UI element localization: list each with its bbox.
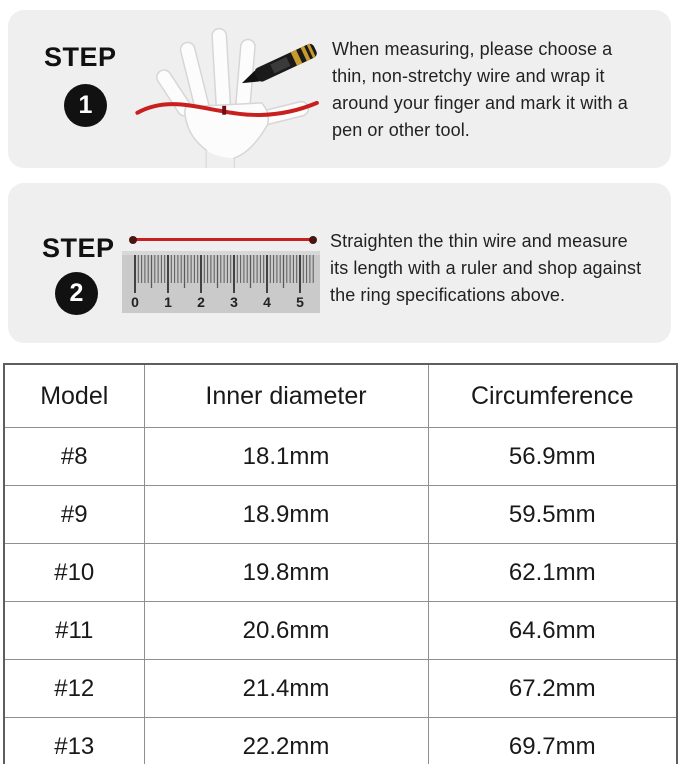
step-1-card bbox=[8, 10, 671, 168]
ruler-illustration bbox=[122, 251, 320, 313]
circumference-cell: 67.2mm bbox=[428, 660, 677, 718]
table-row bbox=[4, 428, 677, 486]
step-2-card bbox=[8, 183, 671, 343]
model-cell: #13 bbox=[4, 718, 144, 764]
ruler-number: 0 bbox=[131, 294, 139, 310]
straightened-wire-line bbox=[130, 238, 316, 241]
circumference-cell: 56.9mm bbox=[428, 428, 677, 486]
ruler-number: 2 bbox=[197, 294, 205, 310]
step-2-badge: 2 bbox=[55, 272, 98, 315]
ring-size-table bbox=[3, 363, 678, 764]
table-row bbox=[4, 544, 677, 602]
diameter-cell: 18.9mm bbox=[144, 486, 428, 544]
ruler-number: 1 bbox=[164, 294, 172, 310]
hand-with-wire-illustration bbox=[130, 20, 345, 168]
ruler-top-edge bbox=[122, 251, 320, 255]
model-cell: #9 bbox=[4, 486, 144, 544]
column-header-model: Model bbox=[4, 364, 144, 428]
table-row bbox=[4, 718, 677, 764]
table-header-row bbox=[4, 364, 677, 428]
diameter-cell: 22.2mm bbox=[144, 718, 428, 764]
ruler-number: 5 bbox=[296, 294, 304, 310]
model-cell: #10 bbox=[4, 544, 144, 602]
ruler-number: 4 bbox=[263, 294, 271, 310]
table-row bbox=[4, 660, 677, 718]
diameter-cell: 21.4mm bbox=[144, 660, 428, 718]
wire-knot bbox=[222, 106, 226, 115]
step-1-badge: 1 bbox=[64, 84, 107, 127]
diameter-cell: 18.1mm bbox=[144, 428, 428, 486]
wire-end-dot-left bbox=[129, 236, 137, 244]
step-2-label: STEP bbox=[42, 233, 115, 263]
step-2-description: Straighten the thin wire and measure its length with a ruler and shop against the ring specifications above. bbox=[330, 231, 642, 305]
diameter-cell: 20.6mm bbox=[144, 602, 428, 660]
wire-end-dot-right bbox=[309, 236, 317, 244]
column-header-circumference: Circumference bbox=[428, 364, 677, 428]
table-row bbox=[4, 602, 677, 660]
step-1-description: When measuring, please choose a thin, non-stretchy wire and wrap it around your finger and mark it with a pen or other tool. bbox=[332, 39, 628, 140]
diameter-cell: 19.8mm bbox=[144, 544, 428, 602]
circumference-cell: 62.1mm bbox=[428, 544, 677, 602]
column-header-inner-diameter: Inner diameter bbox=[144, 364, 428, 428]
model-cell: #11 bbox=[4, 602, 144, 660]
circumference-cell: 59.5mm bbox=[428, 486, 677, 544]
ruler-number: 3 bbox=[230, 294, 238, 310]
circumference-cell: 64.6mm bbox=[428, 602, 677, 660]
model-cell: #8 bbox=[4, 428, 144, 486]
model-cell: #12 bbox=[4, 660, 144, 718]
circumference-cell: 69.7mm bbox=[428, 718, 677, 764]
step-1-label: STEP bbox=[44, 42, 117, 72]
table-row bbox=[4, 486, 677, 544]
